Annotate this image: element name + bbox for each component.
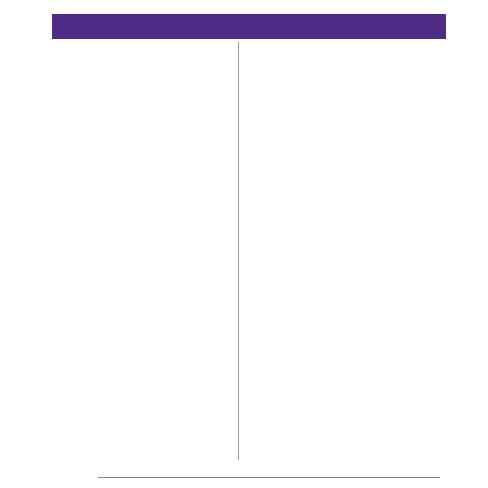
column-divider <box>238 42 239 460</box>
left-column <box>54 40 234 460</box>
footer-rule <box>98 477 440 478</box>
answers-banner <box>52 14 446 39</box>
right-column <box>244 40 440 478</box>
